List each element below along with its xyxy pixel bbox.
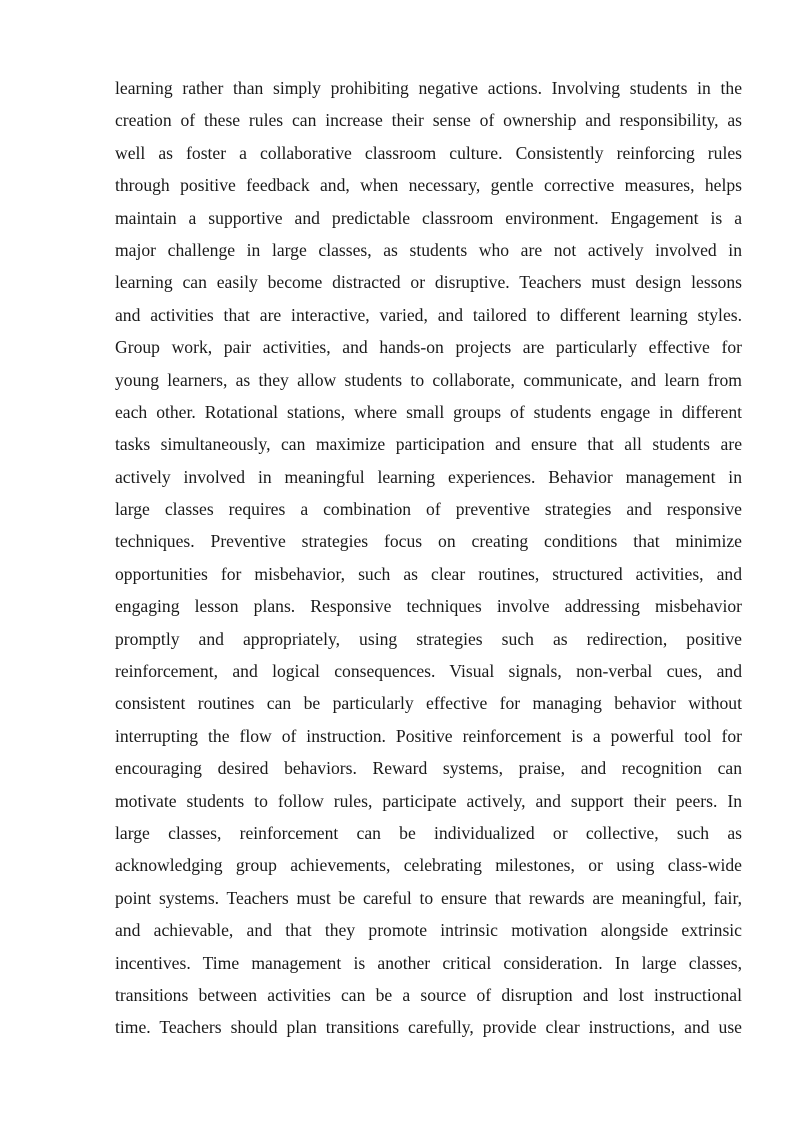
text-line: reinforcement, and logical consequences. Visual signals, non-verbal cues, and <box>115 661 742 682</box>
text-line: motivate students to follow rules, participate actively, and support their peers. In <box>115 790 742 811</box>
text-line: point systems. Teachers must be careful to ensure that rewards are meaningful, fair, <box>115 887 742 908</box>
text-line: incentives. Time management is another critical consideration. In large classes, <box>115 952 742 973</box>
text-line: interrupting the flow of instruction. Positive reinforcement is a powerful tool for <box>115 725 742 746</box>
text-line: consistent routines can be particularly effective for managing behavior without <box>115 693 742 714</box>
text-line: creation of these rules can increase their sense of ownership and responsibility, as <box>115 110 742 131</box>
text-line: tasks simultaneously, can maximize participation and ensure that all students are <box>115 434 742 455</box>
text-line: through positive feedback and, when necessary, gentle corrective measures, helps <box>115 175 742 196</box>
text-line: maintain a supportive and predictable classroom environment. Engagement is a <box>115 207 742 228</box>
text-line: actively involved in meaningful learning experiences. Behavior management in <box>115 466 742 487</box>
body-paragraph <box>115 72 742 1044</box>
text-line: engaging lesson plans. Responsive techniques involve addressing misbehavior <box>115 596 742 617</box>
text-line: Group work, pair activities, and hands-on projects are particularly effective for <box>115 337 742 358</box>
text-line: major challenge in large classes, as students who are not actively involved in <box>115 239 742 260</box>
text-line: and achievable, and that they promote intrinsic motivation alongside extrinsic <box>115 920 742 941</box>
text-line: opportunities for misbehavior, such as clear routines, structured activities, and <box>115 563 742 584</box>
text-line: encouraging desired behaviors. Reward systems, praise, and recognition can <box>115 758 742 779</box>
text-line: techniques. Preventive strategies focus on creating conditions that minimize <box>115 531 742 552</box>
text-line: learning can easily become distracted or disruptive. Teachers must design lessons <box>115 272 742 293</box>
text-line: transitions between activities can be a source of disruption and lost instructional <box>115 984 742 1005</box>
text-line: learning rather than simply prohibiting negative actions. Involving students in the <box>115 78 742 98</box>
text-line: well as foster a collaborative classroom culture. Consistently reinforcing rules <box>115 142 742 163</box>
text-line: time. Teachers should plan transitions carefully, provide clear instructions, and use <box>115 1017 742 1038</box>
text-line: each other. Rotational stations, where small groups of students engage in different <box>115 401 742 422</box>
text-line: young learners, as they allow students to collaborate, communicate, and learn from <box>115 369 742 390</box>
text-line: large classes, reinforcement can be individualized or collective, such as <box>115 822 742 843</box>
text-line: promptly and appropriately, using strategies such as redirection, positive <box>115 628 742 649</box>
text-line: acknowledging group achievements, celebrating milestones, or using class-wide <box>115 855 742 876</box>
text-line: large classes requires a combination of preventive strategies and responsive <box>115 499 742 520</box>
text-line: and activities that are interactive, varied, and tailored to different learning styles. <box>115 304 742 325</box>
